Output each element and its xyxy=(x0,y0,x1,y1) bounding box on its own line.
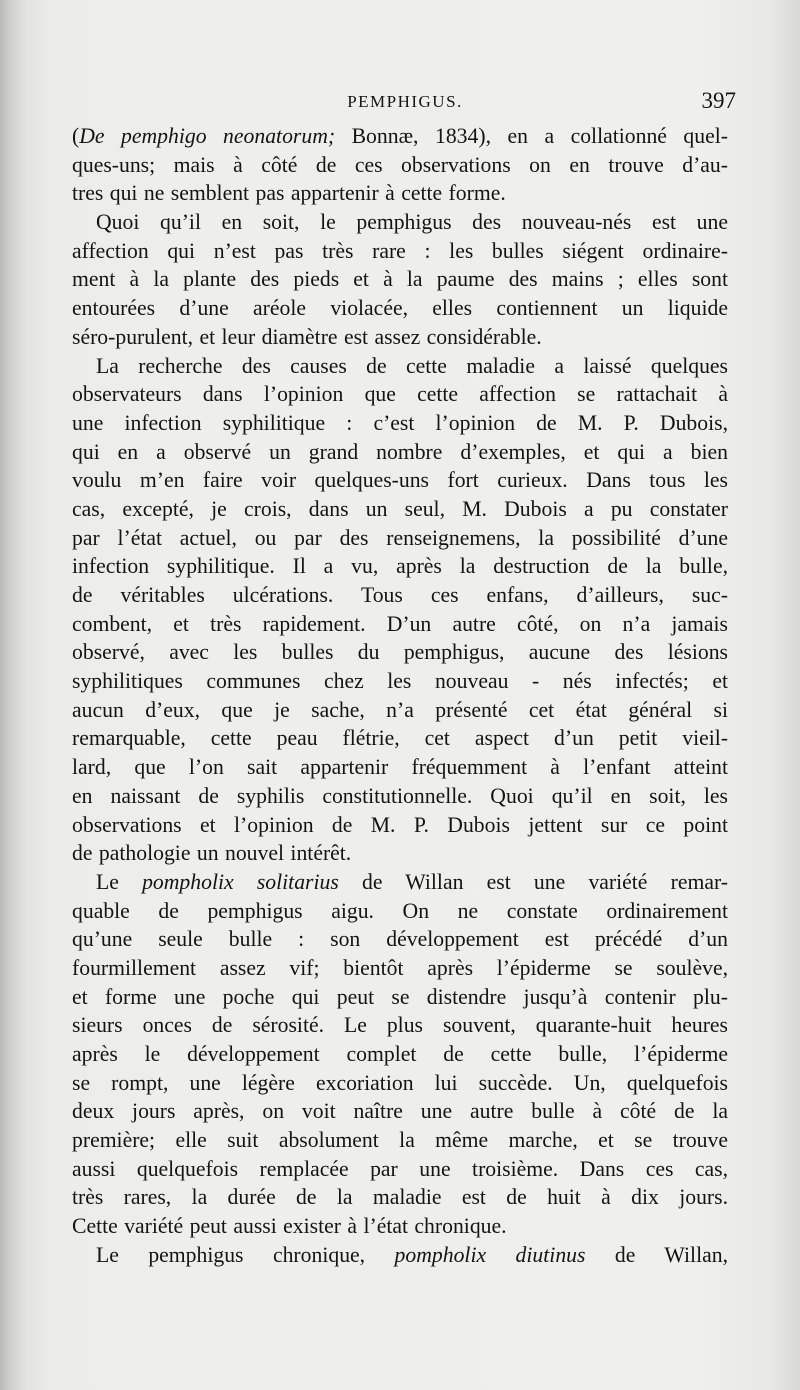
text-segment: tres qui ne semblent pas appartenir à cette forme. xyxy=(72,181,506,206)
text-segment: de véritables ulcérations. Tous ces enfans, d’ailleurs, suc- xyxy=(72,583,728,607)
text-line xyxy=(72,897,728,926)
page-header xyxy=(70,88,740,114)
text-line xyxy=(72,122,728,151)
text-segment: se rompt, une légère excoriation lui succède. Un, quelquefois xyxy=(72,1070,728,1095)
text-segment: Le pemphigus chronique, xyxy=(96,1242,395,1267)
text-segment: par l’état actuel, ou par des renseignemens, la possibilité d’une xyxy=(72,525,728,550)
text-line xyxy=(72,237,728,266)
running-head: PEMPHIGUS. xyxy=(347,92,463,111)
text-line xyxy=(72,438,728,467)
text-segment: lard, que l’on sait appartenir fréquemment à l’enfant atteint xyxy=(72,755,728,780)
text-line xyxy=(72,1040,728,1069)
text-segment: et forme une poche qui peut se distendre jusqu’à contenir plu- xyxy=(72,984,728,1009)
body-text xyxy=(72,122,728,1270)
text-line xyxy=(72,954,728,983)
text-line xyxy=(72,839,728,868)
text-line xyxy=(72,1241,728,1270)
text-segment: quable de pemphigus aigu. On ne constate ordinairement xyxy=(72,898,728,923)
text-segment: sieurs onces de sérosité. Le plus souvent, quarante-huit heures xyxy=(72,1013,728,1038)
text-line xyxy=(72,151,728,180)
text-line xyxy=(72,1126,728,1155)
text-line xyxy=(72,179,728,208)
text-segment: La recherche des causes de cette maladie a laissé quelques xyxy=(96,353,728,378)
text-segment: affection qui n’est pas très rare : les bulles siégent ordinaire- xyxy=(72,238,728,263)
text-line xyxy=(72,1011,728,1040)
text-segment: Quoi qu’il en soit, le pemphigus des nouveau-nés est une xyxy=(96,210,728,235)
text-segment: très rares, la durée de la maladie est de huit à dix jours. xyxy=(72,1185,728,1210)
text-line xyxy=(72,323,728,352)
text-segment: voulu m’en faire voir quelques-uns fort curieux. Dans tous les xyxy=(72,468,728,493)
text-segment: observations et l’opinion de M. P. Dubois jettent sur ce point xyxy=(72,812,728,837)
text-line xyxy=(72,380,728,409)
text-line xyxy=(72,638,728,667)
text-segment: séro-purulent, et leur diamètre est assez considérable. xyxy=(72,324,542,349)
text-segment: observateurs dans l’opinion que cette affection se rattachait à xyxy=(72,382,728,407)
text-line xyxy=(72,811,728,840)
text-line xyxy=(72,782,728,811)
text-line xyxy=(72,753,728,782)
text-segment: en naissant de syphilis constitutionnelle. Quoi qu’il en soit, les xyxy=(72,783,728,808)
text-line xyxy=(72,1212,728,1241)
text-line xyxy=(72,524,728,553)
text-segment: de Willan, xyxy=(585,1242,728,1267)
text-line xyxy=(72,724,728,753)
text-segment: qui en a observé un grand nombre d’exemples, et qui a bien xyxy=(72,439,728,464)
text-line xyxy=(72,1069,728,1098)
text-line xyxy=(72,208,728,237)
text-segment: après le développement complet de cette bulle, l’épiderme xyxy=(72,1042,728,1066)
text-segment: ment à la plante des pieds et à la paume des mains ; elles sont xyxy=(72,267,728,292)
text-segment: Cette variété peut aussi exister à l’état chronique. xyxy=(72,1214,507,1239)
paragraph xyxy=(72,868,728,1241)
text-segment: cas, excepté, je crois, dans un seul, M. Dubois a pu constater xyxy=(72,496,728,521)
text-segment: aucun d’eux, que je sache, n’a présenté cet état général si xyxy=(72,697,728,722)
text-segment: fourmillement assez vif; bientôt après l’épiderme se soulève, xyxy=(72,955,728,980)
paragraph xyxy=(72,1241,728,1270)
text-segment: une infection syphilitique : c’est l’opinion de M. P. Dubois, xyxy=(72,410,728,435)
text-segment: entourées d’une aréole violacée, elles contiennent un liquide xyxy=(72,296,728,321)
italic-title: De pemphigo neonatorum; xyxy=(79,124,336,148)
text-line xyxy=(72,925,728,954)
text-line xyxy=(72,294,728,323)
paragraph xyxy=(72,208,728,351)
text-line xyxy=(72,667,728,696)
text-segment: infection syphilitique. Il a vu, après la destruction de la bulle, xyxy=(72,554,728,579)
text-line xyxy=(72,1155,728,1184)
text-segment: ( xyxy=(72,124,80,148)
text-segment: Bonnæ, 1834), en a collationné quel- xyxy=(335,124,728,148)
paragraph xyxy=(72,122,728,208)
text-line xyxy=(72,265,728,294)
text-segment: observé, avec les bulles du pemphigus, aucune des lésions xyxy=(72,640,728,665)
text-segment: remarquable, cette peau flétrie, cet aspect d’un petit vieil- xyxy=(72,726,728,751)
italic-title: pompholix diutinus xyxy=(394,1242,586,1267)
text-line xyxy=(72,409,728,438)
text-line xyxy=(72,983,728,1012)
text-segment: deux jours après, on voit naître une autre bulle à côté de la xyxy=(72,1099,728,1124)
text-line xyxy=(72,581,728,610)
text-line xyxy=(72,495,728,524)
page-number: 397 xyxy=(701,88,736,113)
text-segment: combent, et très rapidement. D’un autre côté, on n’a jamais xyxy=(72,611,728,636)
text-line xyxy=(72,610,728,639)
text-segment: de pathologie un nouvel intérêt. xyxy=(72,841,352,866)
italic-title: pompholix solitarius xyxy=(142,869,339,894)
text-line xyxy=(72,868,728,897)
text-segment: qu’une seule bulle : son développement est précédé d’un xyxy=(72,927,728,952)
text-line xyxy=(72,352,728,381)
text-segment: Le xyxy=(96,869,143,894)
paragraph xyxy=(72,352,728,868)
text-segment: première; elle suit absolument la même marche, et se trouve xyxy=(72,1128,728,1153)
text-segment: aussi quelquefois remplacée par une troisième. Dans ces cas, xyxy=(72,1156,728,1181)
text-segment: syphilitiques communes chez les nouveau - nés infectés; et xyxy=(72,669,728,694)
text-line xyxy=(72,466,728,495)
text-segment: de Willan est une variété remar- xyxy=(338,869,728,894)
text-segment: ques-uns; mais à côté de ces observations on en trouve d’au- xyxy=(72,152,728,177)
text-line xyxy=(72,1097,728,1126)
text-line xyxy=(72,696,728,725)
text-line xyxy=(72,552,728,581)
text-line xyxy=(72,1183,728,1212)
